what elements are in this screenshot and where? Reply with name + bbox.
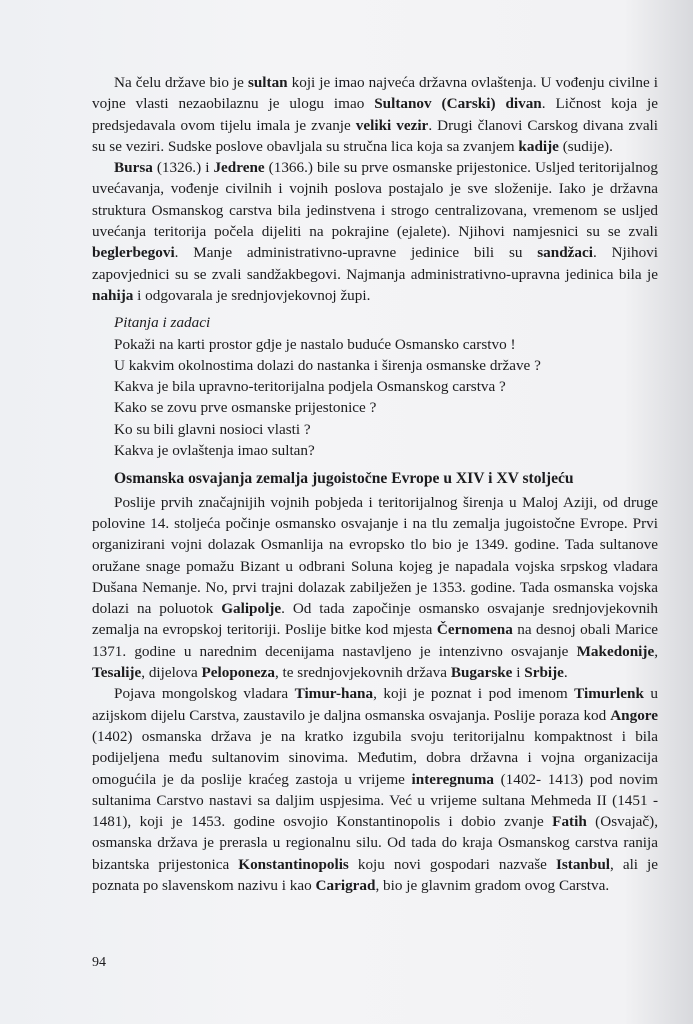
text-run: Poslije prvih značajnijih vojnih pobjeda i teritorijalnog širenja u Maloj Aziji, od druge polovine 14. stoljeća počinje osmansko osvajanje i na tlu zemalja jugoistočne Evrope. Prvi organizirani vojni dolazak Osmanlija na evropsko tlo bio je 1349. godine. Tada sultanove oružane snage pomažu Bizant u odbrani Soluna kojeg je napadala vojska srpskog vladara Dušana Nemanje. No, prvi trajni dolazak zabilježen je 1353. godine. Tada osmanska vojska dolazi na poluotok [92,493,658,618]
question-item: Ko su bili glavni nosioci vlasti ? [114,420,311,438]
text-run: (1402- 1413) pod novim sultanima Carstvo nastavi sa daljim uspjesima. Već u vrijeme sultana Mehmeda II (1451 - 1481), koji je 1453. godine osvojio Konstantinopolis i dobio zvanje [92,770,658,831]
text-run: (1366.) bile su prve osmanske prijestonice. Usljed teritorijalnog uvećavanja, vođenje civilnih i vojnih poslova postajalo je sve složenije. Iako je državna struktura Osmanskog carstva bila jedinstvena i strogo centralizovana, vremenom se usljed uvećanja teritorija počela dijeliti na pokrajine (ejalete). Njihovi namjesnici su se zvali [92,159,658,241]
text-run: (1326.) i [152,159,214,177]
bold-term: sandžaci [537,244,593,262]
text-run: (Osvajač), osmanska država je prerasla u regionalnu silu. Od tada do kraja Osmanskog carstva ranija bizantska prijestonica [92,813,658,873]
bold-term: Angore [610,706,658,724]
text-run: , [654,642,658,660]
text-run: u azijskom dijelu Carstva, zaustavilo je daljna osmanska osvajanja. Poslije poraza kod [92,685,659,724]
bold-term: veliki vezir [355,116,429,134]
text-run: koji je imao najveća državna ovlaštenja. U vođenju civilne i vojne vlasti nezaobilaznu je ulogu imao [92,74,659,113]
bold-term: Timur-hana [294,685,374,703]
bold-term: Galipolje [221,600,282,618]
text-run: (1402) osmanska država je na kratko izgubila svoju teritorijalnu kompaktnost i bila podijeljena među sultanovim sinovima. Međutim, dobra državna i vojna organizacija omogućila je da poslije kraćeg zastoja u vrijeme [92,727,658,788]
bold-term: Jedrene [213,159,265,177]
text-run: i [512,664,525,682]
paragraph-conquest [92,492,658,684]
bold-term: Timurlenk [574,685,644,703]
text-run: , bio je glavnim gradom ovog Carstva. [375,876,610,894]
text-run: . [563,664,568,682]
bold-term: Makedonije [576,642,655,660]
questions-block [92,312,658,461]
text-run: koju novi gospodari nazvaše [348,855,556,873]
text-run: , dijelova [141,664,202,682]
questions-title: Pitanja i zadaci [114,314,211,332]
bold-term: Sultanov (Carski) divan [374,95,542,113]
bold-term: Srbije [524,664,564,682]
text-run: , te srednjovjekovnih država [274,664,451,682]
bold-term: Peloponeza [201,664,275,682]
paragraph-capitals [92,157,658,306]
text-run: . Drugi članovi Carskog divana zvali su se veziri. Sudske poslove obavljala su stručna lica koja sa zvanjem [92,116,658,155]
text-run: , ali je poznata po slavenskom nazivu i kao [92,855,658,894]
text-run: . Njihovi zapovjednici su se zvali sandžakbegovi. Najmanja administrativno-upravna jedinica bila je [92,244,658,283]
text-run: , koji je poznat i pod imenom [373,685,575,703]
question-item: Pokaži na karti prostor gdje je nastalo buduće Osmansko carstvo ! [114,335,516,353]
text-run: (sudije). [558,137,613,155]
bold-term: Carigrad [315,876,376,894]
question-item: U kakvim okolnostima dolazi do nastanka i širenja osmanske države ? [114,356,541,374]
bold-term: Černomena [436,621,513,639]
bold-term: nahija [92,286,134,304]
bold-term: Tesalije [92,664,142,682]
bold-term: Konstantinopolis [238,855,349,873]
paragraph-sultan [92,72,658,157]
page-number: 94 [92,955,106,970]
question-item: Kako se zovu prve osmanske prijestonice ? [114,399,377,417]
bold-term: sultan [247,74,288,91]
text-run: na desnoj obali Marice 1371. godine u narednim decenijama nastavljeno je intenzivno osvajanje [92,621,659,660]
bold-term: interegnuma [411,770,494,788]
text-run: . Manje administrativno-upravne jedinice bili su [174,244,538,262]
page-body [92,72,658,896]
question-item: Kakva je ovlaštenja imao sultan? [114,442,315,460]
bold-term: Bugarske [450,664,513,682]
section-heading: Osmanska osvajanja zemalja jugoistočne Evrope u XIV i XV stoljeću [114,470,574,488]
text-run: i odgovarala je srednjovjekovnoj župi. [133,286,371,304]
bold-term: beglerbegovi [92,244,175,262]
bold-term: Fatih [552,813,587,831]
text-run: Na čelu države bio je [114,74,248,91]
text-run: . Od tada započinje osmansko osvajanje srednjovjekovnih zemalja na evropskoj teritoriji. Poslije bitke kod mjesta [92,600,658,639]
bold-term: kadije [518,137,559,155]
bold-term: Bursa [114,159,153,177]
bold-term: Istanbul [555,855,610,873]
paragraph-timur [92,683,658,896]
text-run: Pojava mongolskog vladara [114,685,295,703]
question-item: Kakva je bila upravno-teritorijalna podjela Osmanskog carstva ? [114,378,506,396]
text-run: . Ličnost koja je predsjedavala ovom tijelu imala je zvanje [92,95,658,134]
